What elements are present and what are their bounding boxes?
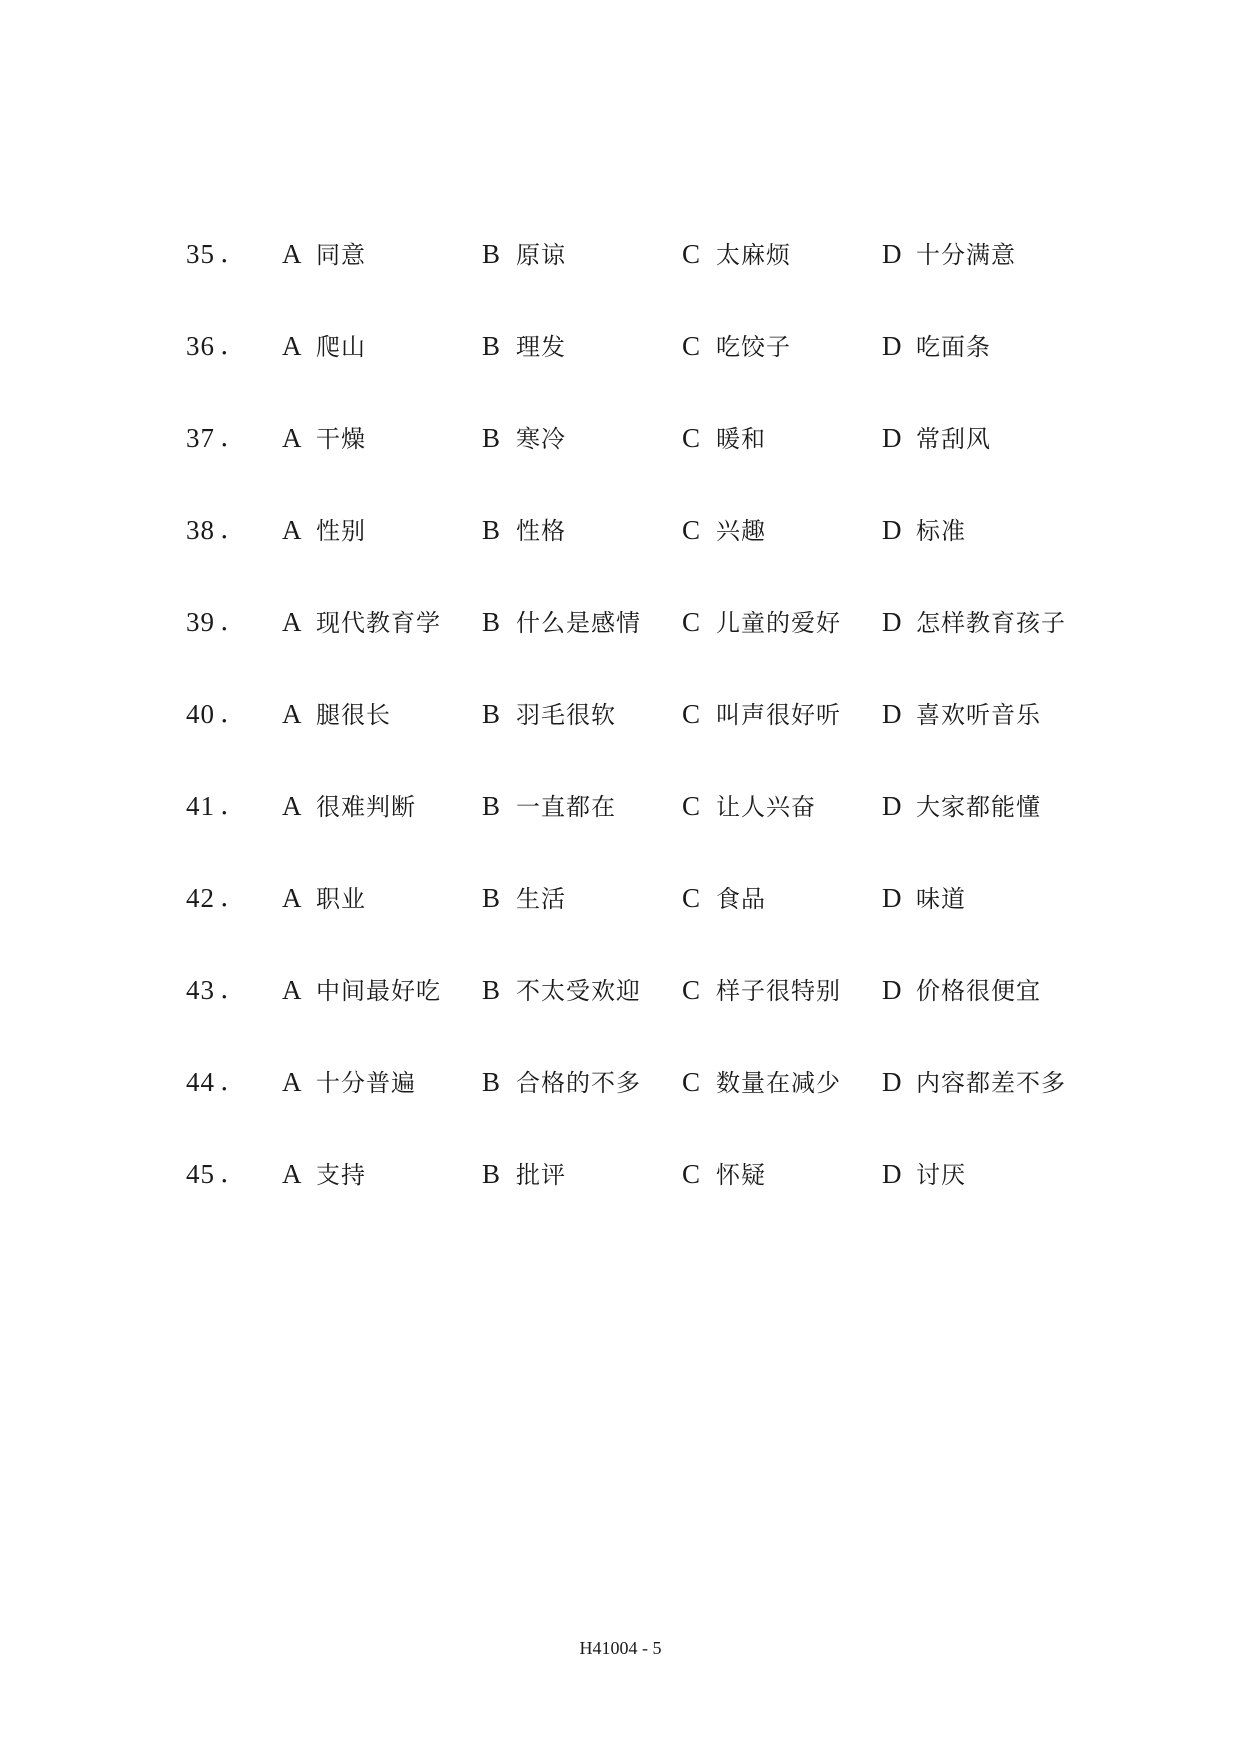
- option-text: 现代教育学: [316, 609, 441, 637]
- question-row: [0, 696, 1241, 788]
- option-letter: D: [882, 699, 902, 729]
- option-text: 生活: [516, 885, 566, 913]
- option-text: 十分普遍: [316, 1069, 416, 1097]
- option-letter: D: [882, 607, 902, 637]
- answer-option: [482, 972, 641, 1012]
- option-text: 爬山: [316, 333, 366, 361]
- answer-option: [682, 1064, 841, 1104]
- option-text: 暖和: [716, 425, 766, 453]
- answer-option: [682, 1156, 766, 1196]
- question-list: [0, 236, 1241, 1248]
- question-row: [0, 512, 1241, 604]
- answer-option: [682, 696, 841, 736]
- question-number: 39: [186, 607, 215, 637]
- question-number-dot: .: [220, 514, 229, 545]
- question-row: [0, 972, 1241, 1064]
- option-letter: C: [682, 239, 701, 269]
- option-letter: A: [282, 239, 302, 269]
- question-row: [0, 420, 1241, 512]
- option-letter: B: [482, 331, 501, 361]
- option-text: 合格的不多: [516, 1069, 641, 1097]
- option-letter: A: [282, 423, 302, 453]
- option-letter: C: [682, 975, 701, 1005]
- answer-option: [282, 604, 441, 644]
- option-text: 样子很特别: [716, 977, 841, 1005]
- answer-option: [882, 512, 966, 552]
- answer-option: [882, 420, 991, 460]
- question-number: 38: [186, 515, 215, 545]
- answer-option: [282, 880, 366, 920]
- option-text: 羽毛很软: [516, 701, 616, 729]
- option-text: 很难判断: [316, 793, 416, 821]
- option-letter: B: [482, 1067, 501, 1097]
- answer-option: [882, 788, 1041, 828]
- question-number-dot: .: [220, 606, 229, 637]
- option-letter: B: [482, 791, 501, 821]
- option-letter: B: [482, 975, 501, 1005]
- answer-option: [482, 236, 566, 276]
- option-text: 吃面条: [916, 333, 991, 361]
- answer-option: [282, 788, 416, 828]
- option-text: 批评: [516, 1161, 566, 1189]
- option-text: 兴趣: [716, 517, 766, 545]
- question-number-dot: .: [220, 422, 229, 453]
- option-letter: A: [282, 331, 302, 361]
- option-letter: A: [282, 883, 302, 913]
- option-text: 性别: [316, 517, 366, 545]
- question-row: [0, 880, 1241, 972]
- question-number-dot: .: [220, 238, 229, 269]
- answer-option: [282, 972, 441, 1012]
- answer-option: [282, 696, 391, 736]
- question-number-dot: .: [220, 330, 229, 361]
- question-number: 43: [186, 975, 215, 1005]
- option-letter: C: [682, 1067, 701, 1097]
- question-row: [0, 604, 1241, 696]
- option-text: 数量在减少: [716, 1069, 841, 1097]
- option-letter: B: [482, 1159, 501, 1189]
- answer-option: [282, 328, 366, 368]
- option-text: 儿童的爱好: [716, 609, 841, 637]
- answer-option: [282, 512, 366, 552]
- option-text: 常刮风: [916, 425, 991, 453]
- answer-option: [682, 788, 816, 828]
- question-row: [0, 1064, 1241, 1156]
- option-letter: A: [282, 791, 302, 821]
- question-row: [0, 788, 1241, 880]
- option-letter: C: [682, 331, 701, 361]
- option-text: 支持: [316, 1161, 366, 1189]
- question-row: [0, 1156, 1241, 1248]
- answer-option: [282, 420, 366, 460]
- option-letter: C: [682, 699, 701, 729]
- option-letter: C: [682, 883, 701, 913]
- option-letter: B: [482, 883, 501, 913]
- option-text: 味道: [916, 885, 966, 913]
- option-letter: D: [882, 515, 902, 545]
- question-number: 40: [186, 699, 215, 729]
- option-text: 吃饺子: [716, 333, 791, 361]
- answer-option: [282, 236, 366, 276]
- option-letter: C: [682, 1159, 701, 1189]
- answer-option: [682, 604, 841, 644]
- option-letter: D: [882, 423, 902, 453]
- option-text: 食品: [716, 885, 766, 913]
- question-number-dot: .: [220, 1066, 229, 1097]
- question-number: 42: [186, 883, 215, 913]
- answer-option: [682, 880, 766, 920]
- question-number: 37: [186, 423, 215, 453]
- option-letter: A: [282, 975, 302, 1005]
- option-letter: C: [682, 791, 701, 821]
- option-text: 喜欢听音乐: [916, 701, 1041, 729]
- option-letter: A: [282, 1067, 302, 1097]
- answer-option: [482, 420, 566, 460]
- answer-option: [482, 1156, 566, 1196]
- answer-option: [482, 328, 566, 368]
- option-text: 内容都差不多: [916, 1069, 1066, 1097]
- answer-option: [482, 512, 566, 552]
- option-letter: D: [882, 1067, 902, 1097]
- question-number-dot: .: [220, 1158, 229, 1189]
- option-letter: A: [282, 515, 302, 545]
- answer-option: [682, 512, 766, 552]
- option-text: 价格很便宜: [916, 977, 1041, 1005]
- option-text: 一直都在: [516, 793, 616, 821]
- option-text: 讨厌: [916, 1161, 966, 1189]
- option-letter: D: [882, 331, 902, 361]
- option-text: 干燥: [316, 425, 366, 453]
- answer-option: [882, 1156, 966, 1196]
- answer-option: [882, 236, 1016, 276]
- option-letter: D: [882, 975, 902, 1005]
- question-number-dot: .: [220, 882, 229, 913]
- option-letter: D: [882, 791, 902, 821]
- option-text: 叫声很好听: [716, 701, 841, 729]
- option-text: 大家都能懂: [916, 793, 1041, 821]
- option-letter: B: [482, 239, 501, 269]
- option-text: 让人兴奋: [716, 793, 816, 821]
- option-letter: B: [482, 699, 501, 729]
- option-text: 腿很长: [316, 701, 391, 729]
- question-number: 36: [186, 331, 215, 361]
- question-number: 45: [186, 1159, 215, 1189]
- option-text: 同意: [316, 241, 366, 269]
- question-number-dot: .: [220, 974, 229, 1005]
- option-text: 性格: [516, 517, 566, 545]
- option-letter: A: [282, 1159, 302, 1189]
- answer-option: [482, 1064, 641, 1104]
- answer-option: [882, 328, 991, 368]
- option-text: 理发: [516, 333, 566, 361]
- answer-option: [282, 1156, 366, 1196]
- option-letter: D: [882, 239, 902, 269]
- option-text: 十分满意: [916, 241, 1016, 269]
- answer-option: [482, 788, 616, 828]
- answer-option: [682, 328, 791, 368]
- option-letter: D: [882, 883, 902, 913]
- option-text: 中间最好吃: [316, 977, 441, 1005]
- question-number: 41: [186, 791, 215, 821]
- answer-option: [682, 236, 791, 276]
- answer-option: [882, 972, 1041, 1012]
- question-row: [0, 236, 1241, 328]
- question-number: 35: [186, 239, 215, 269]
- option-letter: C: [682, 607, 701, 637]
- option-text: 什么是感情: [516, 609, 641, 637]
- option-letter: B: [482, 607, 501, 637]
- answer-option: [682, 420, 766, 460]
- option-letter: C: [682, 423, 701, 453]
- option-letter: A: [282, 607, 302, 637]
- question-number-dot: .: [220, 790, 229, 821]
- option-text: 标准: [916, 517, 966, 545]
- answer-option: [482, 696, 616, 736]
- option-letter: D: [882, 1159, 902, 1189]
- option-text: 寒冷: [516, 425, 566, 453]
- answer-option: [682, 972, 841, 1012]
- answer-option: [882, 696, 1041, 736]
- option-letter: C: [682, 515, 701, 545]
- question-number-dot: .: [220, 698, 229, 729]
- answer-option: [882, 604, 1066, 644]
- question-row: [0, 328, 1241, 420]
- option-letter: A: [282, 699, 302, 729]
- option-text: 怀疑: [716, 1161, 766, 1189]
- page-footer: H41004 - 5: [579, 1638, 662, 1658]
- question-number: 44: [186, 1067, 215, 1097]
- answer-option: [282, 1064, 416, 1104]
- option-letter: B: [482, 423, 501, 453]
- option-text: 太麻烦: [716, 241, 791, 269]
- option-text: 原谅: [516, 241, 566, 269]
- option-letter: B: [482, 515, 501, 545]
- option-text: 不太受欢迎: [516, 977, 641, 1005]
- answer-option: [482, 604, 641, 644]
- option-text: 职业: [316, 885, 366, 913]
- answer-option: [882, 880, 966, 920]
- answer-option: [882, 1064, 1066, 1104]
- option-text: 怎样教育孩子: [916, 609, 1066, 637]
- answer-option: [482, 880, 566, 920]
